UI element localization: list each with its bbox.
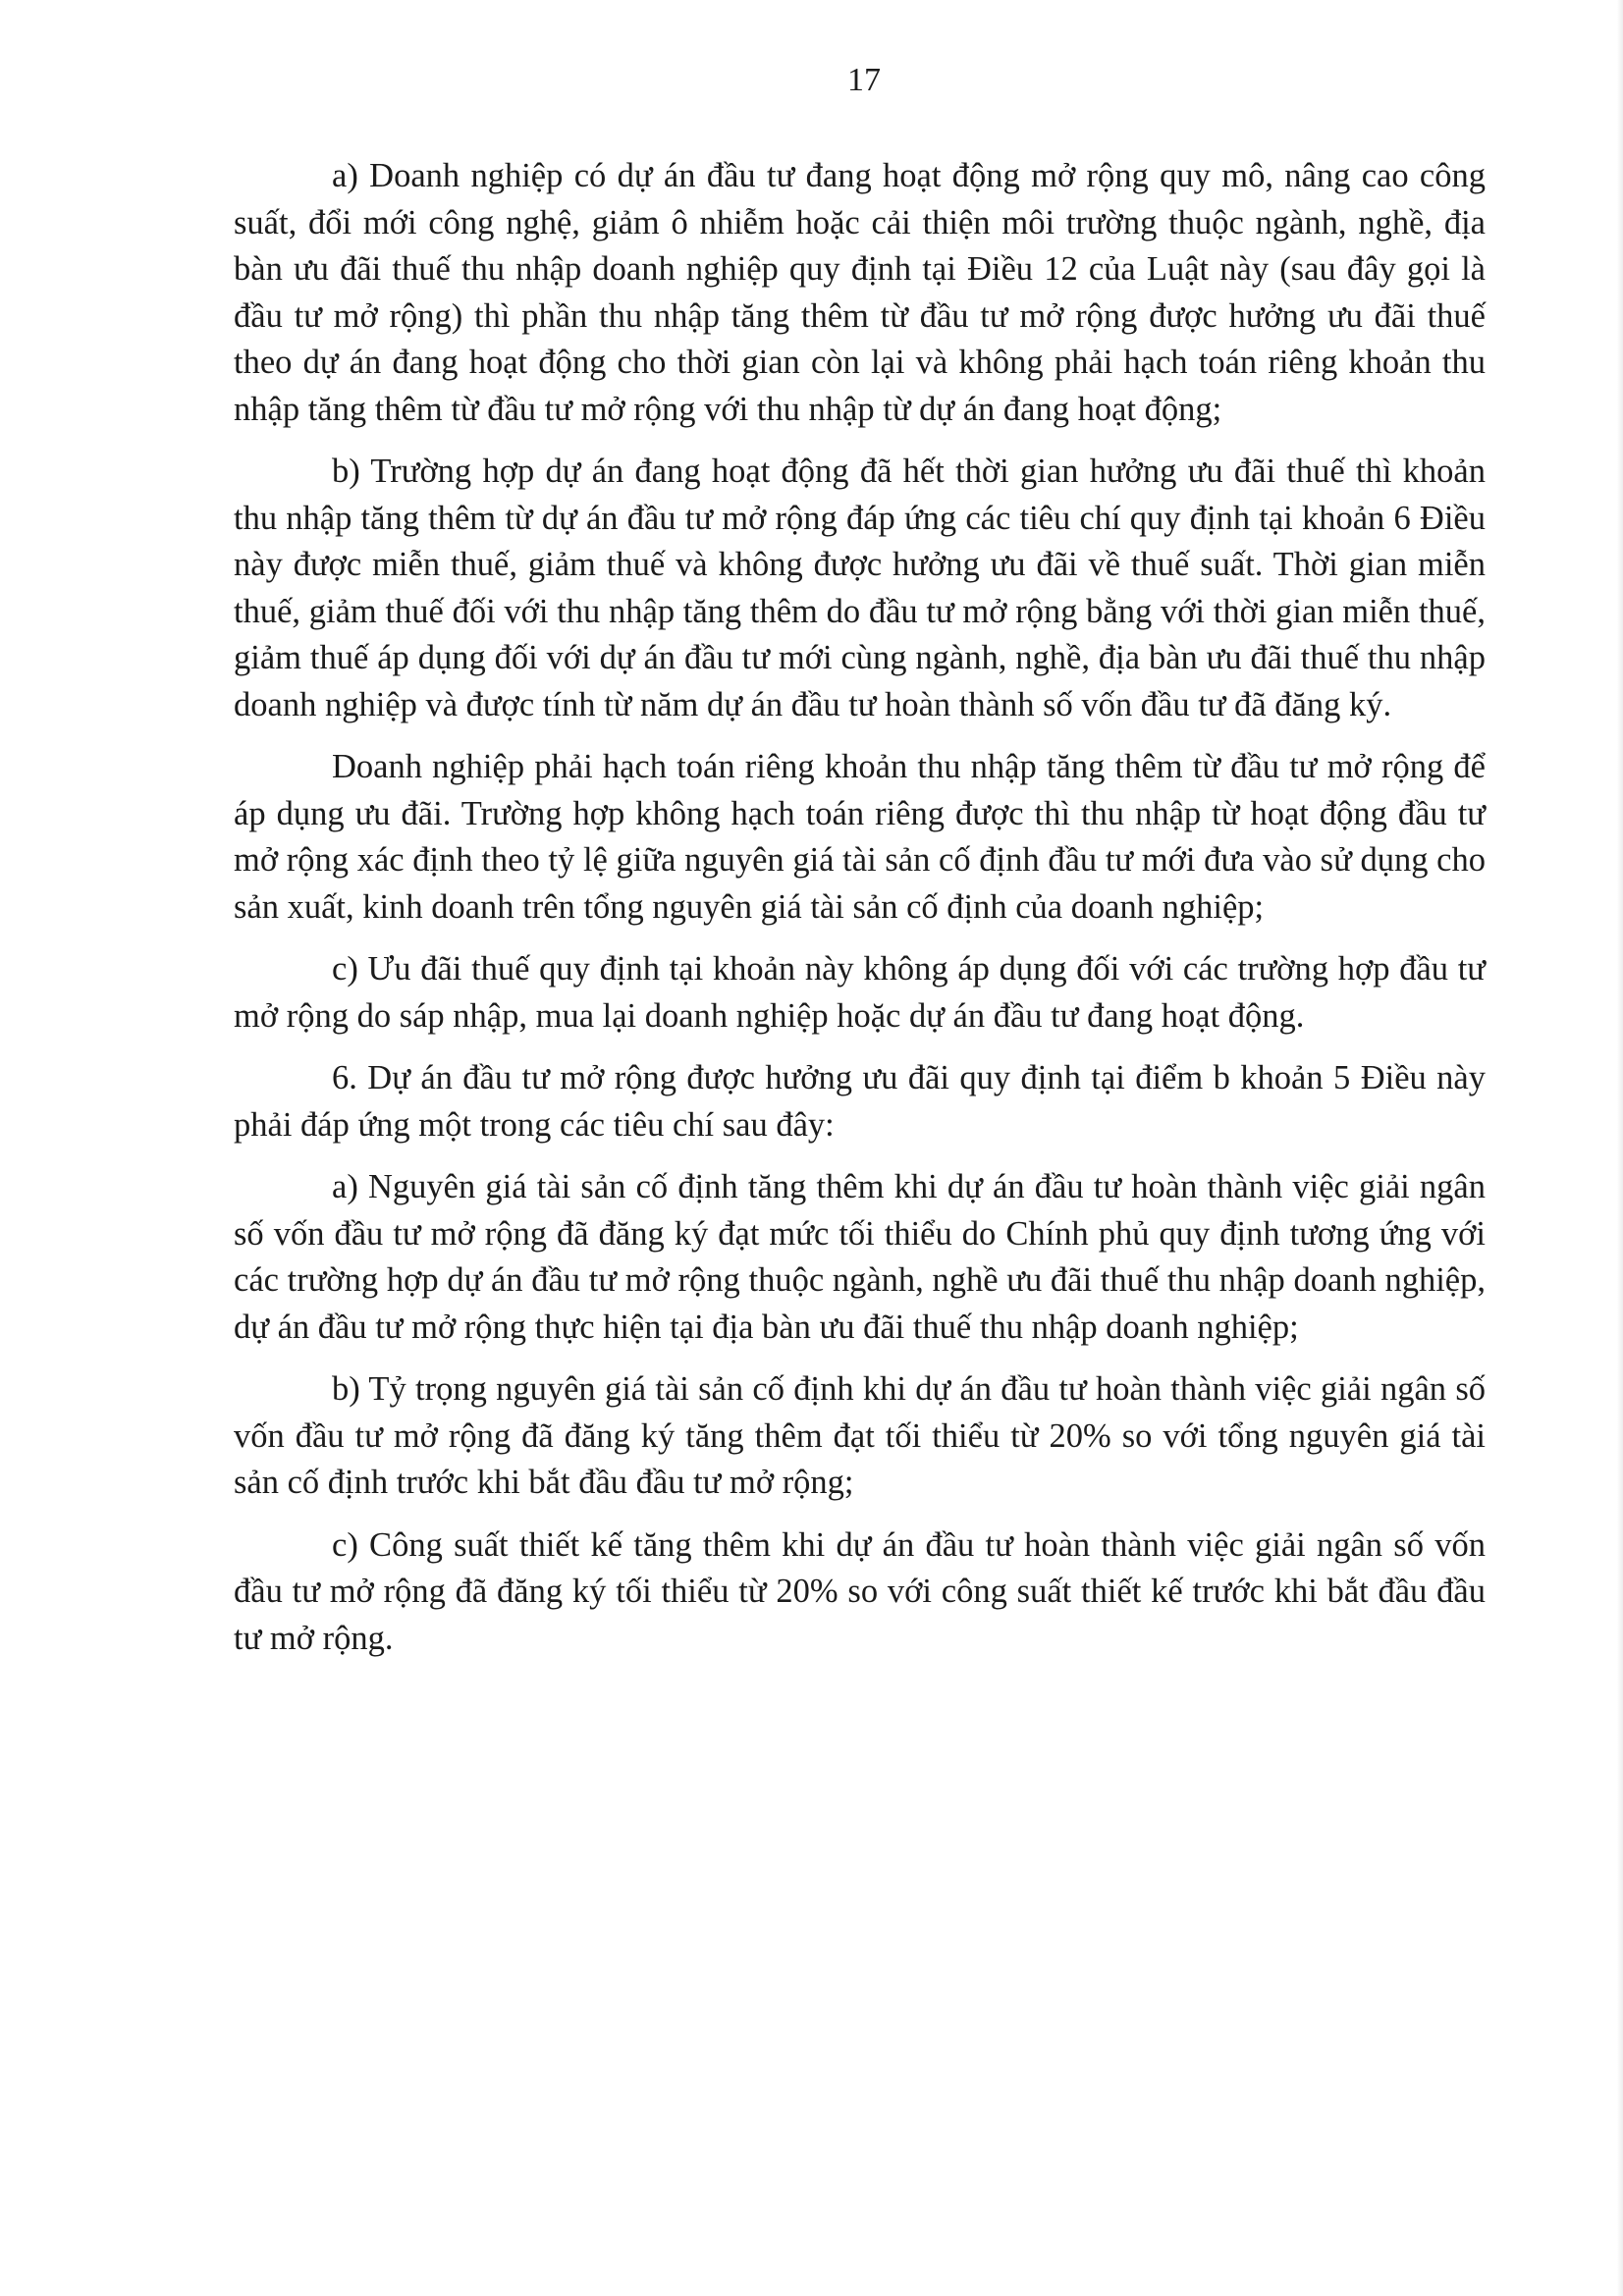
paragraph-6c: c) Công suất thiết kế tăng thêm khi dự án đầu tư hoàn thành việc giải ngân số vốn đầu tư mở rộng đã đăng ký tối thiểu từ 20% so với công suất thiết kế trước khi bắt đầu đầu tư mở rộng. [234,1525,1486,1657]
paragraph-5a: a) Doanh nghiệp có dự án đầu tư đang hoạt động mở rộng quy mô, nâng cao công suất, đổi mới công nghệ, giảm ô nhiễm hoặc cải thiện môi trường thuộc ngành, nghề, địa bàn ưu đãi thuế thu nhập doanh nghiệp quy định tại Điều 12 của Luật này (sau đây gọi là đầu tư mở rộng) thì phần thu nhập tăng thêm từ đầu tư mở rộng được hưởng ưu đãi thuế theo dự án đang hoạt động cho thời gian còn lại và không phải hạch toán riêng khoản thu nhập tăng thêm từ đầu tư mở rộng với thu nhập từ dự án đang hoạt động; [234,157,1486,428]
document-body [234,153,1486,1678]
paragraph-6b: b) Tỷ trọng nguyên giá tài sản cố định khi dự án đầu tư hoàn thành việc giải ngân số vốn đầu tư mở rộng đã đăng ký tăng thêm đạt tối thiểu từ 20% so với tổng nguyên giá tài sản cố định trước khi bắt đầu đầu tư mở rộng; [234,1370,1486,1501]
paragraph-5b-accounting: Doanh nghiệp phải hạch toán riêng khoản thu nhập tăng thêm từ đầu tư mở rộng để áp dụng ưu đãi. Trường hợp không hạch toán riêng được thì thu nhập từ hoạt động đầu tư mở rộng xác định theo tỷ lệ giữa nguyên giá tài sản cố định đầu tư mới đưa vào sử dụng cho sản xuất, kinh doanh trên tổng nguyên giá tài sản cố định của doanh nghiệp; [234,748,1486,926]
paragraph-5b: b) Trường hợp dự án đang hoạt động đã hết thời gian hưởng ưu đãi thuế thì khoản thu nhập tăng thêm từ dự án đầu tư mở rộng đáp ứng các tiêu chí quy định tại khoản 6 Điều này được miễn thuế, giảm thuế và không được hưởng ưu đãi về thuế suất. Thời gian miễn thuế, giảm thuế đối với thu nhập tăng thêm do đầu tư mở rộng bằng với thời gian miễn thuế, giảm thuế áp dụng đối với dự án đầu tư mới cùng ngành, nghề, địa bàn ưu đãi thuế thu nhập doanh nghiệp và được tính từ năm dự án đầu tư hoàn thành số vốn đầu tư đã đăng ký. [234,453,1486,723]
paragraph-6a: a) Nguyên giá tài sản cố định tăng thêm khi dự án đầu tư hoàn thành việc giải ngân số vốn đầu tư mở rộng đã đăng ký đạt mức tối thiểu do Chính phủ quy định tương ứng với các trường hợp dự án đầu tư mở rộng thuộc ngành, nghề ưu đãi thuế thu nhập doanh nghiệp, dự án đầu tư mở rộng thực hiện tại địa bàn ưu đãi thuế thu nhập doanh nghiệp; [234,1168,1486,1346]
scan-edge-shadow [1617,0,1623,2296]
paragraph-5c: c) Ưu đãi thuế quy định tại khoản này không áp dụng đối với các trường hợp đầu tư mở rộng do sáp nhập, mua lại doanh nghiệp hoặc dự án đầu tư đang hoạt động. [234,950,1486,1035]
page-number: 17 [847,62,881,98]
paragraph-6: 6. Dự án đầu tư mở rộng được hưởng ưu đãi quy định tại điểm b khoản 5 Điều này phải đáp ứng một trong các tiêu chí sau đây: [234,1059,1486,1144]
